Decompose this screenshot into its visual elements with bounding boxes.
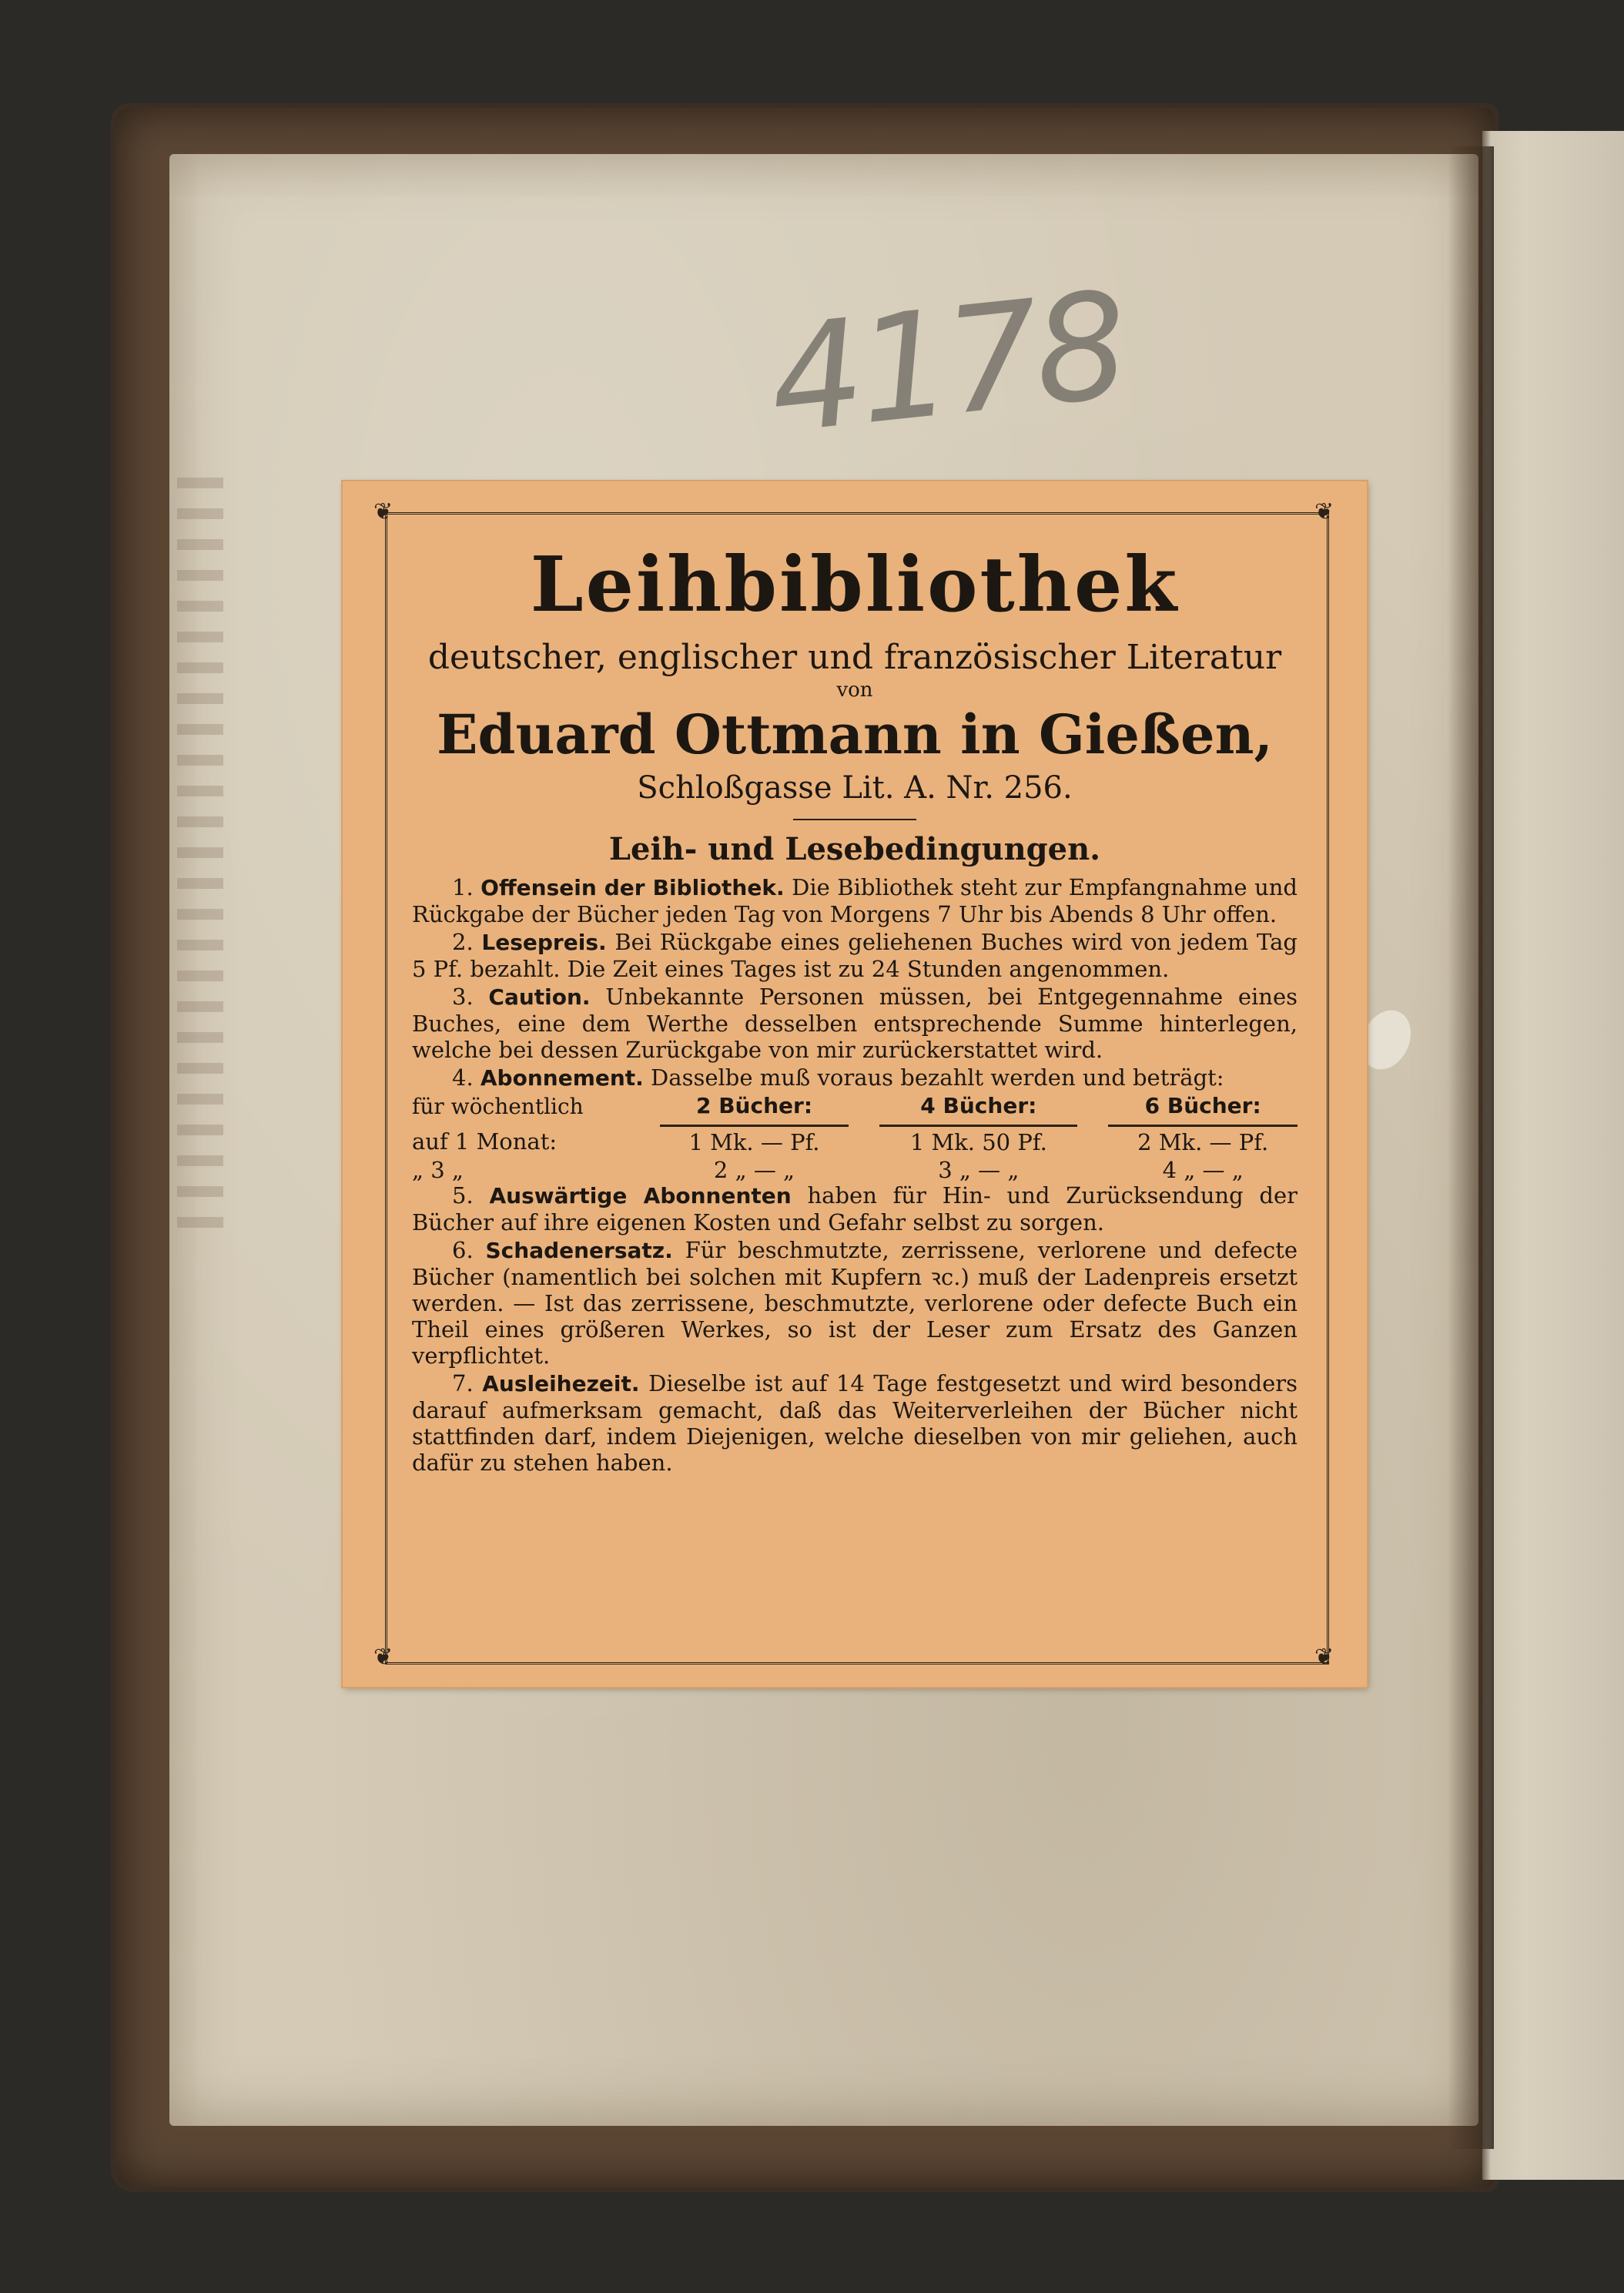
condition-4 bbox=[412, 1064, 1298, 1091]
price-lead-header: für wöchentlich bbox=[412, 1093, 584, 1119]
condition-2 bbox=[412, 929, 1298, 982]
label-subtitle: deutscher, englischer und französischer Literatur bbox=[427, 638, 1282, 677]
condition-3 bbox=[412, 984, 1298, 1063]
corner-ornament-top-right: ❦ bbox=[1314, 498, 1334, 525]
price-gap bbox=[849, 1155, 879, 1182]
conditions-title: Leih- und Lesebedingungen. bbox=[608, 831, 1101, 867]
price-cell: 1 Mk. 50 Pf. bbox=[909, 1129, 1047, 1155]
label-owner: Eduard Ottmann in Gießen, bbox=[437, 702, 1273, 766]
price-col-2: 2 Bücher: bbox=[660, 1093, 849, 1126]
condition-2-num: 2. bbox=[452, 929, 474, 955]
price-header-row bbox=[412, 1093, 1298, 1126]
condition-1-head: Offensein der Bibliothek. bbox=[481, 875, 785, 900]
right-page-edge bbox=[1482, 131, 1624, 2180]
condition-4-text: Dasselbe muß voraus bezahlt werden und beträgt: bbox=[651, 1064, 1224, 1091]
price-row bbox=[412, 1155, 1298, 1182]
price-cell: 4 „ — „ bbox=[1162, 1157, 1244, 1183]
shelfmark: 4178 bbox=[762, 260, 1132, 467]
price-table bbox=[412, 1093, 1298, 1182]
corner-ornament-bottom-right: ❦ bbox=[1314, 1644, 1334, 1671]
condition-2-head: Lesepreis. bbox=[481, 930, 607, 955]
price-col-6: 6 Bücher: bbox=[1108, 1093, 1298, 1126]
condition-6-text: Für beschmutzte, zerrissene, verlorene und defecte Bücher (namentlich bei solchen mit Kupfern ꝛc.) muß der Ladenpreis ersetzt werden. — Ist das zerrissene, beschmutzte, verlorene oder defecte Buch ein Theil eines größeren Werkes, so ist der Leser zum Ersatz des Ganzen verpflichtet. bbox=[412, 1237, 1298, 1369]
condition-1-text: Die Bibliothek steht zur Empfangnahme und Rückgabe der Bücher jeden Tag von Morgens 7 Uhr bis Abends 8 Uhr offen. bbox=[412, 874, 1298, 927]
label-address: Schloßgasse Lit. A. Nr. 256. bbox=[637, 770, 1073, 806]
price-row-lead: auf 1 Monat: bbox=[412, 1128, 558, 1155]
condition-7-num: 7. bbox=[452, 1370, 474, 1396]
condition-2-text: Bei Rückgabe eines geliehenen Buches wird von jedem Tag 5 Pf. bezahlt. Die Zeit eines Tages ist zu 24 Stunden angenommen. bbox=[412, 929, 1298, 982]
condition-6-num: 6. bbox=[452, 1237, 474, 1263]
label-title: Leihbibliothek bbox=[530, 541, 1180, 629]
condition-1 bbox=[412, 874, 1298, 927]
library-label bbox=[343, 481, 1367, 1687]
price-gap bbox=[849, 1126, 879, 1155]
label-content bbox=[412, 528, 1298, 1644]
price-gap bbox=[1077, 1093, 1108, 1126]
price-gap bbox=[1077, 1155, 1108, 1182]
condition-7-text: Dieselbe ist auf 14 Tage festgesetzt und wird besonders darauf aufmerksam gemacht, daß das Weiterverleihen der Bücher nicht stattfinden darf, indem Diejenigen, welche dieselben von mir geliehen, auch dafür zu stehen haben. bbox=[412, 1370, 1298, 1476]
price-cell: 2 Mk. — Pf. bbox=[1137, 1129, 1269, 1155]
condition-3-head: Caution. bbox=[488, 984, 591, 1010]
price-col-4: 4 Bücher: bbox=[879, 1093, 1077, 1126]
page-wear bbox=[177, 478, 223, 1248]
condition-7 bbox=[412, 1370, 1298, 1476]
condition-5-text: haben für Hin- und Zurücksendung der Bücher auf ihre eigenen Kosten und Gefahr selbst zu sorgen. bbox=[412, 1182, 1298, 1235]
condition-5 bbox=[412, 1182, 1298, 1235]
condition-5-head: Auswärtige Abonnenten bbox=[489, 1183, 792, 1209]
price-row-lead: „ 3 „ bbox=[412, 1157, 464, 1183]
corner-ornament-top-left: ❦ bbox=[373, 498, 393, 525]
price-gap bbox=[849, 1093, 879, 1126]
label-von: von bbox=[836, 679, 873, 702]
condition-3-num: 3. bbox=[452, 984, 474, 1010]
price-cell: 3 „ — „ bbox=[938, 1157, 1020, 1183]
divider-rule bbox=[793, 819, 916, 820]
condition-4-head: Abonnement. bbox=[480, 1065, 644, 1091]
condition-3-text: Unbekannte Personen müssen, bei Entgegennahme eines Buches, eine dem Werthe desselben entsprechende Summe hinterlegen, welche bei dessen Zurückgabe von mir zurückerstattet wird. bbox=[412, 984, 1298, 1063]
corner-ornament-bottom-left: ❦ bbox=[373, 1644, 393, 1671]
condition-4-num: 4. bbox=[452, 1064, 474, 1091]
price-cell: 1 Mk. — Pf. bbox=[688, 1129, 820, 1155]
spine-shadow bbox=[1448, 146, 1494, 2149]
condition-7-head: Ausleihezeit. bbox=[482, 1371, 640, 1396]
price-row bbox=[412, 1126, 1298, 1155]
condition-1-num: 1. bbox=[452, 874, 474, 900]
price-cell: 2 „ — „ bbox=[713, 1157, 795, 1183]
condition-5-num: 5. bbox=[452, 1182, 474, 1209]
condition-6 bbox=[412, 1237, 1298, 1369]
condition-6-head: Schadenersatz. bbox=[485, 1238, 673, 1263]
price-gap bbox=[1077, 1126, 1108, 1155]
